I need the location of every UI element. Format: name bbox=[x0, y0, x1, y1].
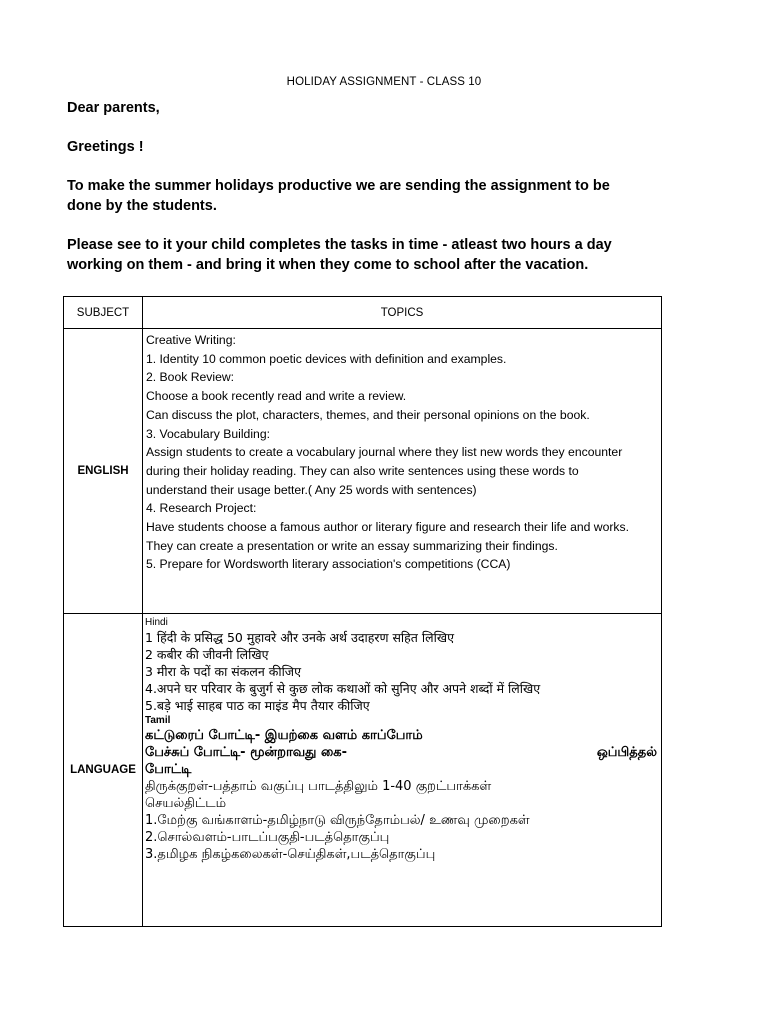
hindi-topics bbox=[145, 629, 661, 714]
subject-header: SUBJECT bbox=[64, 297, 143, 329]
hindi-topic-line: 3 मीरा के पदों का संकलन कीजिए bbox=[145, 664, 301, 679]
hindi-topic-line: 2 कबीर की जीवनी लिखिए bbox=[145, 647, 269, 662]
english-topics bbox=[143, 329, 662, 614]
document-title: HOLIDAY ASSIGNMENT - CLASS 10 bbox=[286, 76, 482, 88]
english-topic-line: Creative Writing: bbox=[146, 333, 236, 347]
english-topic-line: Can discuss the plot, characters, themes, and their personal opinions on the book. bbox=[146, 407, 590, 422]
language-topic-list bbox=[143, 614, 661, 863]
salutation: Dear parents, bbox=[67, 100, 160, 116]
hindi-topic-line: 1 हिंदी के प्रसिद्ध 50 मुहावरे और उनके अर्थ उदाहरण सहित लिखिए bbox=[145, 630, 454, 645]
table-header-row bbox=[64, 297, 662, 329]
english-topic-line: 2. Book Review: bbox=[146, 370, 235, 385]
instruction-paragraph bbox=[67, 236, 707, 275]
english-topic-list bbox=[143, 329, 661, 574]
tamil-topic-line: 2.சொல்வளம்-பாடப்பகுதி-படத்தொகுப்பு bbox=[145, 830, 390, 845]
hindi-topic-line: 4.अपने घर परिवार के बुजुर्ग से कुछ लोक कथाओं को सुनिए और अपने शब्दों में लिखिए bbox=[145, 681, 541, 696]
tamil-label: Tamil bbox=[145, 715, 171, 726]
subject-language: LANGUAGE bbox=[64, 614, 143, 927]
tamil-speech-competition: பேச்சுப் போட்டி- மூன்றாவது கை- bbox=[145, 745, 347, 760]
assignment-table bbox=[63, 296, 662, 927]
english-topic-line: Choose a book recently read and write a review. bbox=[146, 389, 407, 404]
tamil-recitation: ஒப்பித்தல் bbox=[596, 745, 657, 760]
table-row-english bbox=[64, 329, 662, 614]
tamil-topic-line: 1.மேற்கு வங்காளம்-தமிழ்நாடு விருந்தோம்பல்/ உணவு முறைகள் bbox=[145, 813, 530, 828]
english-topic-line: They can create a presentation or write an essay summarizing their findings. bbox=[146, 538, 558, 553]
language-topics bbox=[143, 614, 662, 927]
tamil-topic-line: 3.தமிழக நிகழ்கலைகள்-செய்திகள்,படத்தொகுப்பு bbox=[145, 847, 436, 862]
topics-header: TOPICS bbox=[143, 297, 662, 329]
tamil-topic-line: செயல்திட்டம் bbox=[145, 796, 227, 811]
tamil-topics bbox=[145, 727, 661, 863]
tamil-topic-line: திருக்குறள்-பத்தாம் வகுப்பு பாடத்திலும் 1-40 குறட்பாக்கள் bbox=[145, 779, 492, 794]
greeting: Greetings ! bbox=[67, 139, 144, 155]
english-topic-line: understand their usage better.( Any 25 words with sentences) bbox=[146, 482, 477, 497]
intro-line: done by the students. bbox=[67, 197, 217, 214]
subject-english: ENGLISH bbox=[64, 329, 143, 614]
instruction-line: Please see to it your child completes the tasks in time - atleast two hours a day bbox=[67, 237, 612, 253]
english-topic-line: 5. Prepare for Wordsworth literary association's competitions (CCA) bbox=[146, 557, 511, 572]
tamil-topic-line: கட்டுரைப் போட்டி- இயற்கை வளம் காப்போம் bbox=[145, 728, 423, 743]
tamil-topic-line: போட்டி bbox=[145, 762, 192, 777]
english-topic-line: 3. Vocabulary Building: bbox=[146, 426, 270, 441]
instruction-line: working on them - and bring it when they come to school after the vacation. bbox=[67, 256, 589, 273]
tamil-topic-line bbox=[145, 744, 657, 761]
hindi-label: Hindi bbox=[145, 617, 168, 628]
english-topic-line: Have students choose a famous author or literary figure and research their life and works. bbox=[146, 520, 630, 535]
table-row-language bbox=[64, 614, 662, 927]
intro-paragraph bbox=[67, 177, 707, 216]
english-topic-line: during their holiday reading. They can also write sentences using these words to bbox=[146, 463, 579, 478]
intro-line: To make the summer holidays productive we are sending the assignment to be bbox=[67, 178, 610, 194]
english-topic-line: 4. Research Project: bbox=[146, 501, 257, 516]
english-topic-line: Assign students to create a vocabulary journal where they list new words they encounter bbox=[146, 445, 623, 460]
english-topic-line: 1. Identity 10 common poetic devices with definition and examples. bbox=[146, 351, 507, 366]
hindi-topic-line: 5.बड़े भाई साहब पाठ का माइंड मैप तैयार कीजिए bbox=[145, 698, 370, 713]
